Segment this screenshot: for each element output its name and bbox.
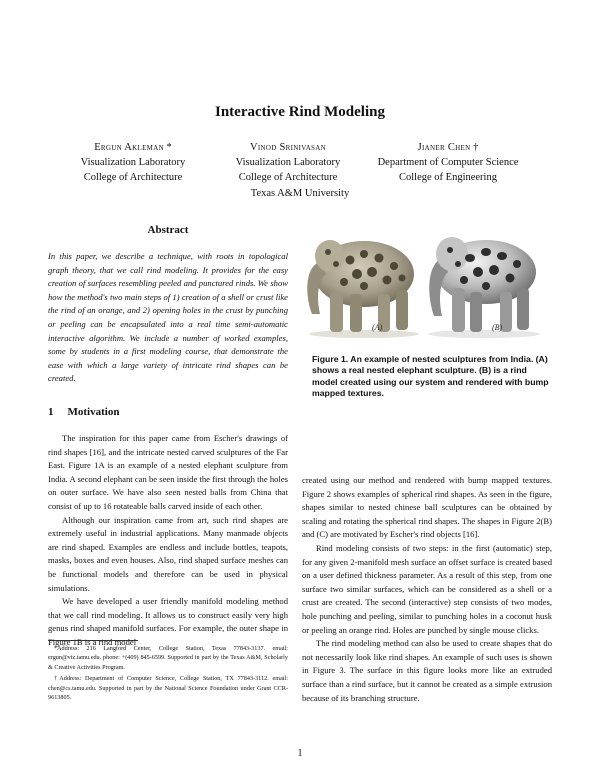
author-lab: Department of Computer Science [377,157,519,168]
figure-1 [302,222,552,342]
author-mark: * [166,142,172,153]
author-lab: Visualization Laboratory [235,157,341,168]
paper-title: Interactive Rind Modeling [215,104,385,120]
abstract-heading: Abstract [147,224,189,236]
panel-label-a: (A) [372,323,383,332]
paragraph: The rind modeling method can also be used to create shapes that do not necessarily look like rind shapes. An example of such uses is shown in Figure 3. The surface in this figure looks more like an extruded surface than a rind surface, but it cannot be created as a simple extrusion because of its branching structure. [302,638,552,703]
author-block-3 [348,140,548,185]
university: Texas A&M University [250,188,350,199]
author-college: College of Architecture [238,172,338,183]
paragraph: created using our method and rendered with bump mapped textures. Figure 2 shows examples of spherical rind shapes. As seen in the figure, shapes similar to nested chinese ball sculptures can be obtained by scaling and rotating the spherical rind shapes. The shapes in Figure 2(B) and (C) are motivated by Escher's rind objects [16]. [302,475,552,540]
footnote-rule [48,640,138,641]
paragraph: We have developed a user friendly manifold modeling method that we call rind modeling. It allows us to construct easily very high genus rind shaped manifold surfaces. For example, the outer shape in Figure 1B is a rind model [48,596,288,647]
author-name: Ergun Akleman [94,142,164,153]
footnote: †Address: Department of Computer Science, College Station, TX 77843-3112. email: chen@cs.tamu.edu. Supported in part by the National Science Foundation under Grant CCR-9613805. [48,675,288,702]
author-college: College of Architecture [83,172,183,183]
elephant-sculptures-image [302,222,552,342]
section-heading [48,406,119,418]
left-column-body [48,432,288,650]
section-title: Motivation [67,406,120,418]
footnote: *Address: 216 Langford Center, College Station, Texas 77843-3137. email: ergun@viz.tamu.edu. phone: +(409) 845-6599. Supported in part by the Texas A&M, Scholarly & Creative Activities Program. [48,645,288,671]
author-name: Vinod Srinivasan [250,142,326,153]
elephant-b-graphic [428,237,540,338]
figure-caption: Figure 1. An example of nested sculptures from India. (A) shows a real nested elephant sculpture. (B) is a rind model created using our system and rendered with bump mapped textures. [312,354,549,399]
right-column-body [302,474,552,705]
author-name: Jianer Chen [417,142,471,153]
elephant-a-graphic [307,240,419,338]
page-number: 1 [297,748,303,759]
paragraph: Although our inspiration came from art, such rind shapes are extremely useful in industrial applications. Many manmade objects are rind shaped. Examples are endless and include bottles, teapots, masks, boxes and even houses. Also, rind shaped surface meshes can be functional models and therefore can be used in physical simulations. [48,514,288,593]
paragraph: The inspiration for this paper came from Escher's drawings of rind shapes [16], and the intricate nested carved sculptures of the Far East. Figure 1A is an example of a nested elephant sculpture from India. A second elephant can be seen inside the first through the holes on outer surface. We have also seen nested balls from China that consist of up to 16 rotateable balls carved inside of each other. [48,433,288,511]
section-number: 1 [48,406,54,418]
paragraph: Rind modeling consists of two steps: in the first (automatic) step, for any given 2-manifold mesh surface an offset surface is created based on a user defined thickness parameter. As a result of this step, from one surface two similar surfaces, which can be considered as a shell or a crust are created. The second (interactive) step consists of two modes, hole punching and peeling, similar to punching holes in a coconut husk or peeling an orange rind. Holes are punched by single mouse clicks. [302,542,552,635]
panel-label-b: (B) [492,323,503,332]
footnotes [48,644,288,704]
author-college: College of Engineering [399,172,497,183]
author-lab: Visualization Laboratory [80,157,186,168]
abstract-text: In this paper, we describe a technique, with roots in topological graph theory, that we call rind modeling. It provides for the easy creation of surfaces resembling peeled and punctured rinds. We show how the method's two main steps of 1) creation of a shell or crust like the rind of an orange, and 2) opening holes in the crust by punching or peeling can be encapsulated into a real time semi-automatic interactive algorithm. We include a number of worked examples, some by students in a first modeling course, that demonstrate the ease with which a large variety of intricate rind shapes can be created. [48,251,288,384]
author-mark: † [473,142,479,153]
